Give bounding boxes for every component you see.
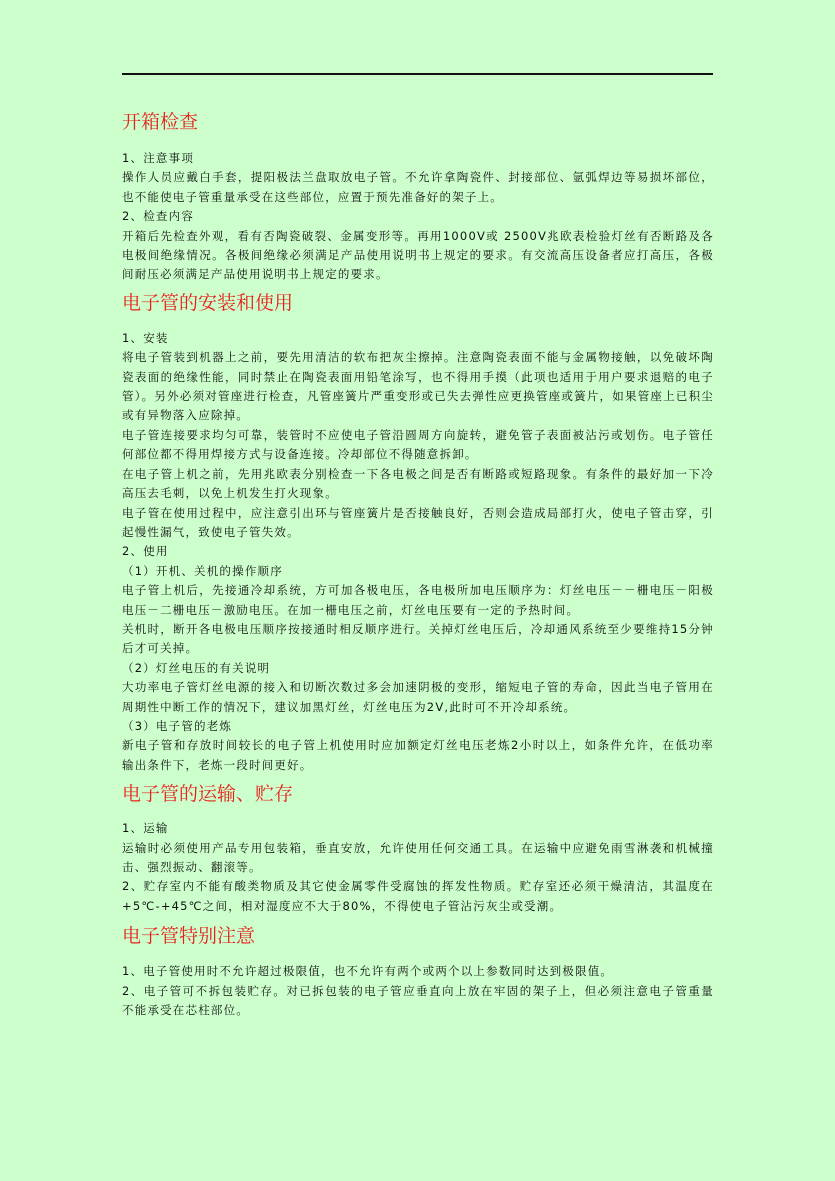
paragraph: 大功率电子管灯丝电源的接入和切断次数过多会加速阴极的变形，缩短电子管的寿命，因此当电子管用在周期性中断工作的情况下，建议加黑灯丝，灯丝电压为2V,此时可不开冷却系统。 bbox=[122, 680, 714, 714]
section-transport-storage bbox=[122, 780, 714, 916]
paragraph: 开箱后先检查外观，看有否陶瓷破裂、金属变形等。再用1000V或 2500V兆欧表检验灯丝有否断路及各电极间绝缘情况。各极间绝缘必须满足产品使用说明书上规定的要求。有交流高压设备者应打高压，各极间耐压必须满足产品使用说明书上规定的要求。 bbox=[122, 228, 714, 282]
section-unpacking-inspection bbox=[122, 108, 714, 285]
paragraph: 2、使用 bbox=[122, 544, 169, 559]
section-heading: 开箱检查 bbox=[122, 111, 199, 133]
paragraph: 电子管连接要求均匀可靠，装管时不应使电子管沿圆周方向旋转，避免管子表面被沾污或划伤。电子管任何部位都不得用焊接方式与设备连接。冷却部位不得随意拆卸。 bbox=[122, 427, 714, 462]
document-body bbox=[122, 108, 714, 1020]
paragraph: 2、电子管可不拆包装贮存。对已拆包装的电子管应垂直向上放在牢固的架子上，但必须注意电子管重量不能承受在芯柱部位。 bbox=[122, 983, 714, 1018]
paragraph: （3）电子管的老炼 bbox=[122, 718, 233, 733]
paragraph: （1）开机、关机的操作顺序 bbox=[122, 563, 283, 578]
paragraph: 2、检查内容 bbox=[122, 209, 195, 224]
paragraph: 新电子管和存放时间较长的电子管上机使用时应加额定灯丝电压老炼2小时以上，如条件允许，在低功率输出条件下，老炼一段时间更好。 bbox=[122, 738, 714, 772]
paragraph: 电子管上机后，先接通冷却系统，方可加各极电压，各电极所加电压顺序为：灯丝电压－－栅电压－阳极电压－二栅电压－激励电压。在加一栅电压之前，灯丝电压要有一定的予热时间。 bbox=[122, 583, 714, 617]
paragraph: 1、注意事项 bbox=[122, 151, 195, 165]
section-installation-use bbox=[122, 289, 714, 775]
section-heading: 电子管特别注意 bbox=[122, 925, 256, 948]
paragraph: 1、安装 bbox=[122, 330, 169, 345]
header-rule bbox=[122, 73, 713, 75]
paragraph: 1、电子管使用时不允许超过极限值，也不允许有两个或两个以上参数同时达到极限值。 bbox=[122, 964, 614, 979]
paragraph: 关机时，断开各电极电压顺序按接通时相反顺序进行。关掉灯丝电压后，冷却通风系统至少要维持15分钟后才可关掉。 bbox=[122, 621, 714, 656]
paragraph: （2）灯丝电压的有关说明 bbox=[122, 660, 271, 675]
section-heading: 电子管的安装和使用 bbox=[122, 291, 294, 314]
paragraph: 操作人员应戴白手套，提阳极法兰盘取放电子管。不允许拿陶瓷件、封接部位、氩弧焊边等易损坏部位，也不能使电子管重量承受在这些部位，应置于预先准备好的架子上。 bbox=[122, 170, 714, 204]
section-heading: 电子管的运输、贮存 bbox=[122, 783, 294, 806]
paragraph: 在电子管上机之前，先用兆欧表分别检查一下各电极之间是否有断路或短路现象。有条件的最好加一下冷高压去毛刺，以免上机发生打火现象。 bbox=[122, 466, 714, 501]
paragraph: 运输时必须使用产品专用包装箱，垂直安放，允许使用任何交通工具。在运输中应避免雨雪淋袭和机械撞击、强烈振动、翻滚等。 bbox=[122, 840, 714, 874]
section-special-notes bbox=[122, 922, 714, 1020]
paragraph: 1、运输 bbox=[122, 821, 169, 836]
paragraph: 电子管在使用过程中，应注意引出环与管座簧片是否接触良好，否则会造成局部打火，使电子管击穿，引起慢性漏气，致使电子管失效。 bbox=[122, 505, 714, 539]
paragraph: 将电子管装到机器上之前，要先用清洁的软布把灰尘擦掉。注意陶瓷表面不能与金属物接触，以免破坏陶瓷表面的绝缘性能，同时禁止在陶瓷表面用铅笔涂写，也不得用手摸（此项也适用于用户要求退赔的电子管）。另外必须对管座进行检查，凡管座簧片严重变形或已失去弹性应更换管座或簧片，如果管座上已积尘或有异物落入应除掉。 bbox=[122, 350, 714, 423]
paragraph: 2、贮存室内不能有酸类物质及其它使金属零件受腐蚀的挥发性物质。贮存室还必须干燥清洁，其温度在+5℃-+45℃之间，相对湿度应不大于80%，不得使电子管沾污灰尘或受潮。 bbox=[122, 879, 714, 913]
